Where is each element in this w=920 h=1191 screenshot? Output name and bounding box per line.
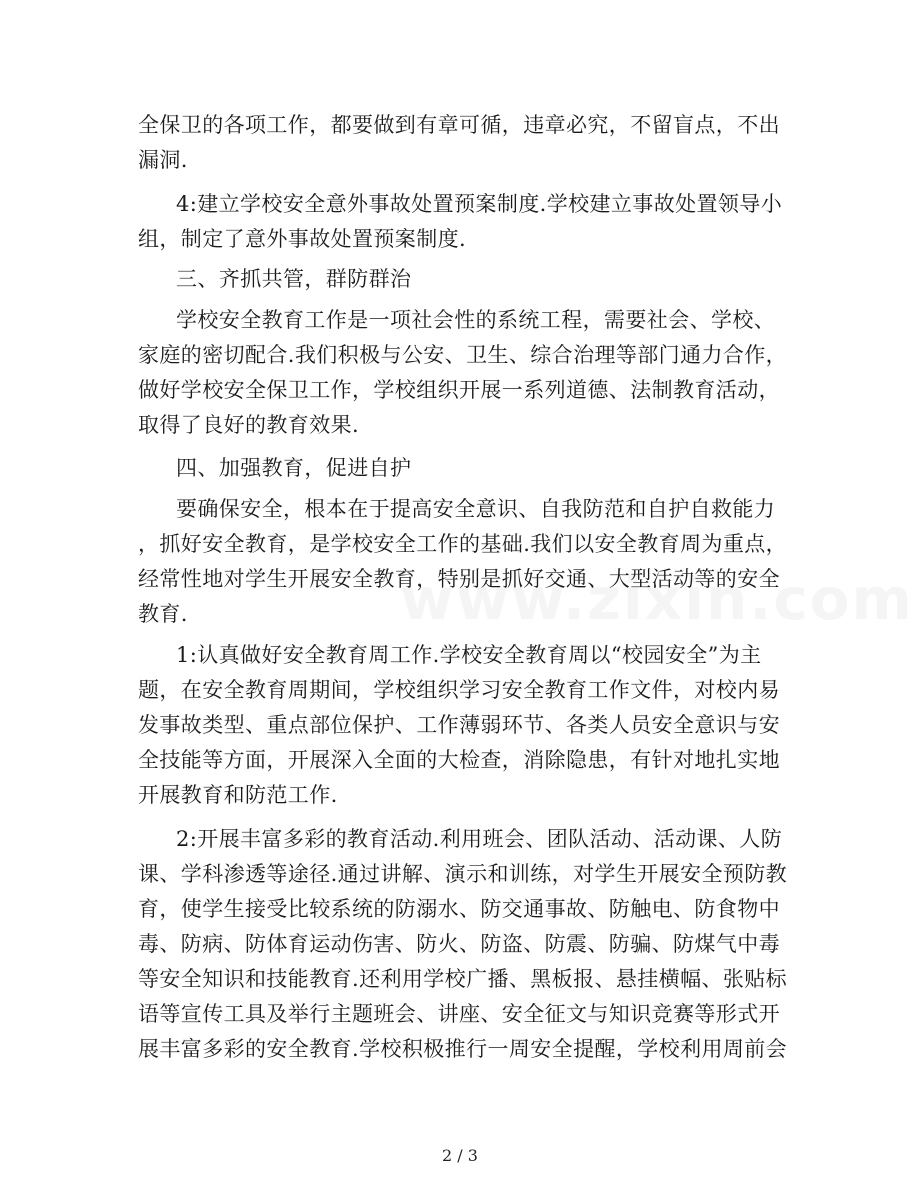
text-line: 语等宣传工具及举行主题班会、讲座、安全征文与知识竞赛等形式开 — [138, 1002, 780, 1026]
text-line: 做好学校安全保卫工作，学校组织开展一系列道德、法制教育活动， — [138, 378, 780, 402]
text-line: 课、学科渗透等途径.通过讲解、演示和训练，对学生开展安全预防教 — [138, 862, 788, 886]
paragraph-2-line: 2:开展丰富多彩的教育活动.利用班会、团队活动、活动课、人防 — [176, 827, 783, 851]
text-line: 育，使学生接受比较系统的防溺水、防交通事故、防触电、防食物中 — [138, 897, 780, 921]
text-line: 全技能等方面，开展深入全面的大检查，消除隐患，有针对地扎实地 — [138, 748, 780, 772]
text-line: 发事故类型、重点部位保护、工作薄弱环节、各类人员安全意识与安 — [138, 713, 780, 737]
text-line: 开展教育和防范工作. — [138, 783, 338, 807]
page-number: 2 / 3 — [442, 1146, 478, 1165]
text-line: 全保卫的各项工作，都要做到有章可循，违章必究，不留盲点，不出 — [138, 113, 780, 137]
paragraph-1-line: 1:认真做好安全教育周工作.学校安全教育周以“校园安全”为主 — [176, 643, 762, 667]
text-line: ，抓好安全教育，是学校安全工作的基础.我们以安全教育周为重点， — [138, 532, 788, 556]
text-line: 组，制定了意外事故处置预案制度. — [138, 227, 467, 251]
section-heading-3: 三、齐抓共管，群防群治 — [176, 267, 412, 291]
paragraph-line: 学校安全教育工作是一项社会性的系统工程，需要社会、学校、 — [176, 308, 776, 332]
text-line: 教育. — [138, 602, 188, 626]
paragraph-line: 要确保安全，根本在于提高安全意识、自我防范和自护自救能力 — [176, 497, 776, 521]
text-line: 题，在安全教育周期间，学校组织学习安全教育工作文件，对校内易 — [138, 678, 780, 702]
paragraph-4-line: 4:建立学校安全意外事故处置预案制度.学校建立事故处置领导小 — [176, 192, 783, 216]
text-line: 展丰富多彩的安全教育.学校积极推行一周安全提醒，学校利用周前会 — [138, 1037, 788, 1061]
text-line: 毒、防病、防体育运动伤害、防火、防盗、防震、防骗、防煤气中毒 — [138, 932, 780, 956]
text-line: 取得了良好的教育效果. — [138, 413, 360, 437]
text-line: 家庭的密切配合.我们积极与公安、卫生、综合治理等部门通力合作， — [138, 343, 788, 367]
text-line: 等安全知识和技能教育.还利用学校广播、黑板报、悬挂横幅、张贴标 — [138, 967, 788, 991]
section-heading-4: 四、加强教育，促进自护 — [176, 456, 412, 480]
text-line: 经常性地对学生开展安全教育，特别是抓好交通、大型活动等的安全 — [138, 567, 780, 591]
text-line: 漏洞. — [138, 148, 188, 172]
